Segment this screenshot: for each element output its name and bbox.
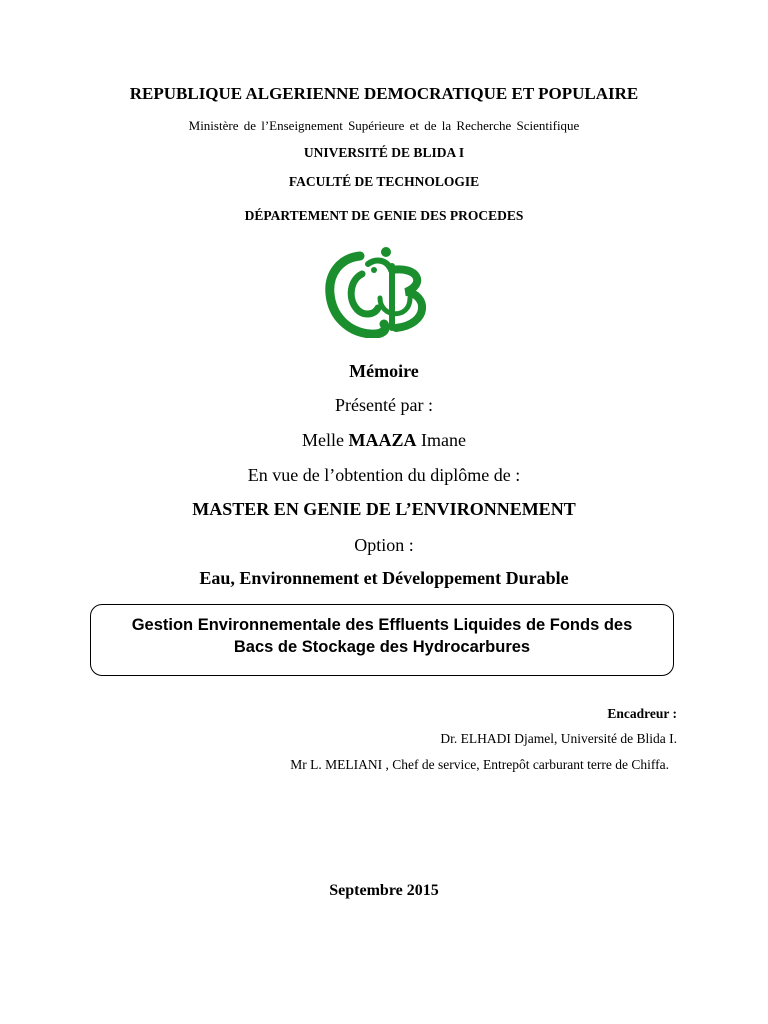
ministry-heading: Ministère de l’Enseignement Supérieure et de la Recherche Scientifique (188, 118, 580, 133)
supervisor-secondary: Mr L. MELIANI , Chef de service, Entrepôt carburant terre de Chiffa. (290, 757, 669, 772)
republic-heading: REPUBLIQUE ALGERIENNE DEMOCRATIQUE ET POPULAIRE (129, 84, 639, 103)
document-type: Mémoire (349, 361, 419, 381)
university-heading: UNIVERSITÉ DE BLIDA I (303, 145, 465, 160)
degree-purpose: En vue de l’obtention du diplôme de : (247, 465, 521, 485)
option-label: Option : (354, 535, 414, 555)
department-heading: DÉPARTEMENT DE GENIE DES PROCEDES (244, 208, 524, 223)
author-first-name: Imane (421, 430, 466, 450)
degree-name: MASTER EN GENIE DE L’ENVIRONNEMENT (192, 499, 576, 519)
presented-by: Présenté par : (335, 395, 433, 415)
thesis-title-line-2: Bacs de Stockage des Hydrocarbures (233, 638, 531, 656)
supervisor-primary: Dr. ELHADI Djamel, Université de Blida I. (440, 731, 677, 746)
author-prefix: Melle (302, 430, 344, 450)
author-name (0, 430, 768, 451)
supervisor-label: Encadreur : (607, 706, 677, 721)
thesis-title-line-1: Gestion Environnementale des Effluents Liquides de Fonds des (131, 616, 633, 634)
logo-dot-small-icon (371, 267, 377, 273)
logo-dot-icon (381, 247, 391, 257)
option-value: Eau, Environnement et Développement Durable (199, 568, 569, 588)
university-blida-logo-icon (322, 244, 434, 338)
thesis-title-box (90, 604, 674, 676)
faculty-heading: FACULTÉ DE TECHNOLOGIE (288, 174, 480, 189)
submission-date: Septembre 2015 (329, 882, 439, 899)
author-last-name: MAAZA (348, 430, 417, 450)
